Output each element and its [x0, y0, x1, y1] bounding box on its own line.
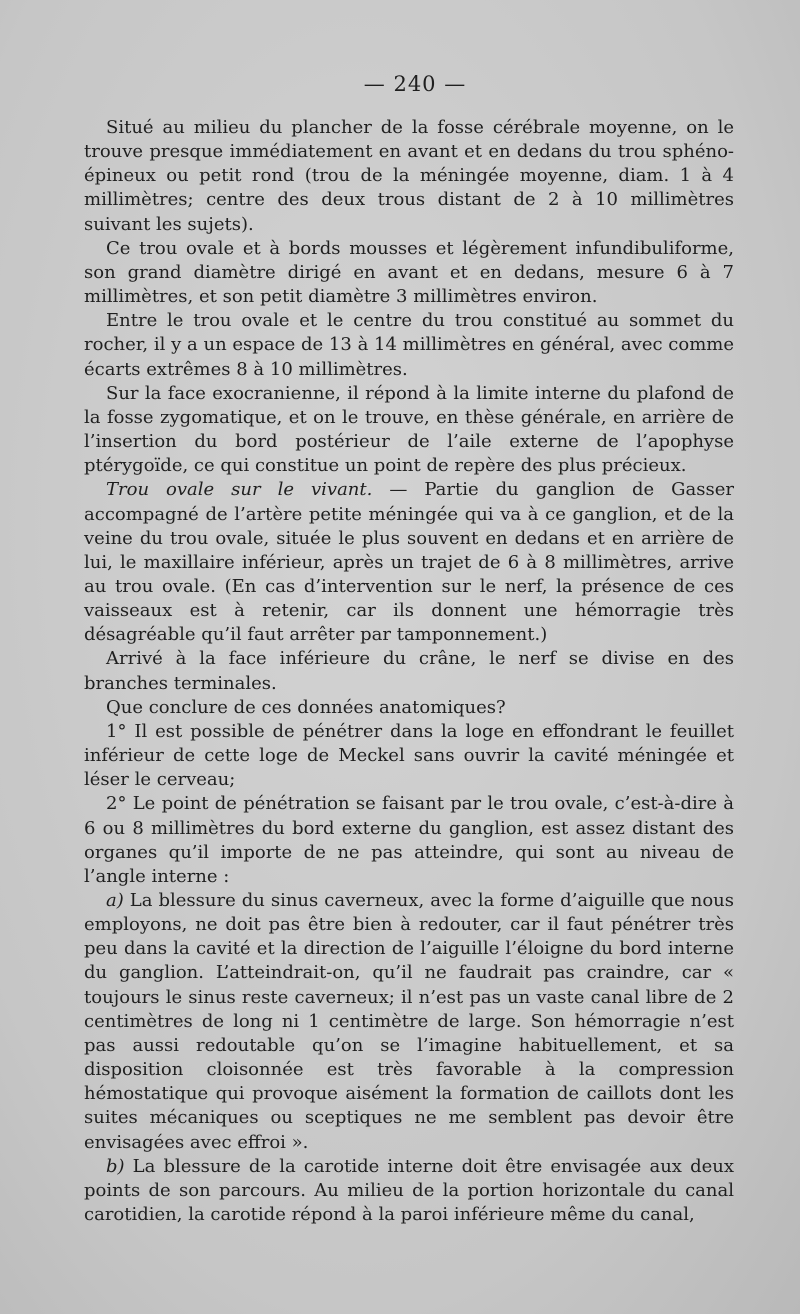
- paragraph: Sur la face exocranienne, il répond à la limite interne du plafond de la fosse zygomatique, et on le trouve, en thèse générale, en arrière de l’insertion du bord postérieur de l’aile externe de l’apophyse ptérygoïde, ce qui constitue un point de repère des plus précieux.: [84, 382, 734, 477]
- list-marker: b): [106, 1155, 125, 1177]
- paragraph-heading: Trou ovale sur le vivant.: [106, 479, 373, 501]
- paragraph: Situé au milieu du plancher de la fosse cérébrale moyenne, on le trouve presque immédiatement en avant et en dedans du trou sphéno-épineux ou petit rond (trou de la méningée moyenne, diam. 1 à 4 millimètres; centre des deux trous distant de 2 à 10 millimètres suivant les sujets).: [84, 117, 734, 235]
- paragraph: Arrivé à la face inférieure du crâne, le nerf se divise en des branches terminales.: [84, 648, 734, 694]
- paragraph: b) La blessure de la carotide interne doit être envisagée aux deux points de son parcours. Au milieu de la portion horizontale du canal carotidien, la carotide répond à la paroi inférieure même du canal,: [84, 1155, 734, 1226]
- list-marker: a): [106, 890, 124, 911]
- paragraph: Trou ovale sur le vivant. — Partie du ganglion de Gasser accompagné de l’artère petite méningée qui va à ce ganglion, et de la veine du trou ovale, située le plus souvent en dedans et en arrière de lui, le maxillaire inférieur, après un trajet de 6 à 8 millimètres, arrive au trou ovale. (En cas d’intervention sur le nerf, la présence de ces vaisseaux est à retenir, car ils donnent une hémorragie très désagréable qu’il faut arrêter par tamponnement.): [84, 479, 734, 646]
- body-text: [84, 116, 734, 1227]
- paragraph: Entre le trou ovale et le centre du trou constitué au sommet du rocher, il y a un espace de 13 à 14 millimètres en général, avec comme écarts extrêmes 8 à 10 millimètres.: [84, 310, 734, 380]
- paragraph: a) La blessure du sinus caverneux, avec la forme d’aiguille que nous employons, ne doit pas être bien à redouter, car il faut pénétrer très peu dans la cavité et la direction de l’aiguille l’éloigne du bord interne du ganglion. L’atteindrait-on, qu’il ne faudrait pas craindre, car « toujours le sinus reste caverneux; il n’est pas un vaste canal libre de 2 centimètres de long ni 1 centimètre de large. Son hémorragie n’est pas aussi redoutable qu’on se l’imagine habituellement, et sa disposition cloisonnée est très favorable à la compression hémostatique qui provoque aisément la formation de caillots dont les suites mécaniques ou sceptiques ne me semblent pas devoir être envisagées avec effroi ».: [84, 890, 734, 1153]
- paragraph: Que conclure de ces données anatomiques?: [106, 696, 506, 718]
- paragraph: 2° Le point de pénétration se faisant par le trou ovale, c’est-à-dire à 6 ou 8 millimètres du bord externe du ganglion, est assez distant des organes qu’il importe de ne pas atteindre, qui sont au niveau de l’angle interne :: [84, 793, 734, 887]
- page-number: — 240 —: [363, 72, 467, 96]
- paragraph: 1° Il est possible de pénétrer dans la loge en effondrant le feuillet inférieur de cette loge de Meckel sans ouvrir la cavité méningée et léser le cerveau;: [84, 720, 734, 791]
- paragraph: Ce trou ovale et à bords mousses et légèrement infundibuliforme, son grand diamètre dirigé en avant et en dedans, mesure 6 à 7 millimètres, et son petit diamètre 3 millimètres environ.: [84, 237, 734, 308]
